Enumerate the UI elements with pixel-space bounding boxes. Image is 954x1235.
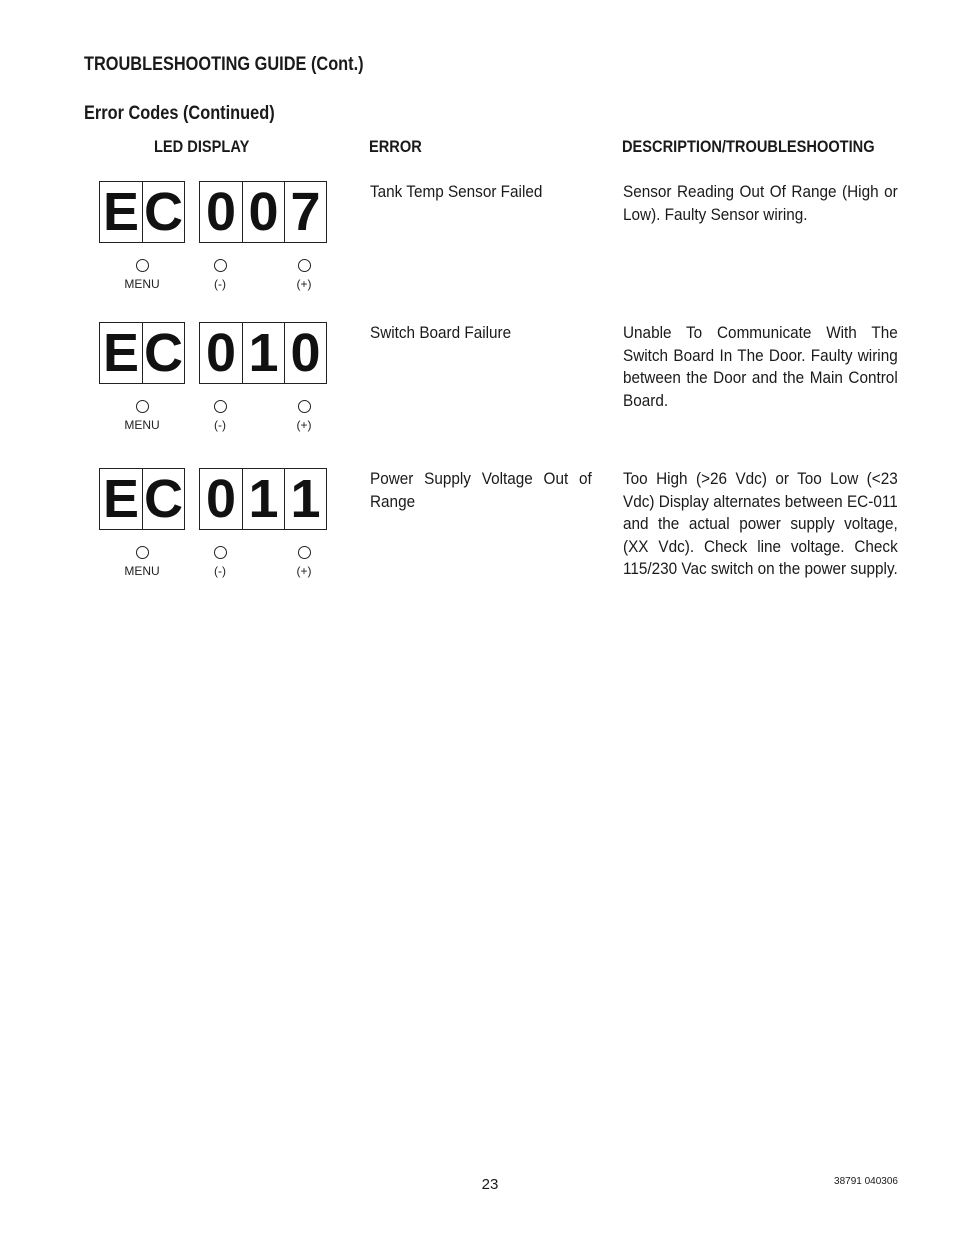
plus-button — [274, 546, 334, 578]
column-header-led-display: LED DISPLAY — [154, 137, 250, 156]
plus-button-label: (+) — [296, 564, 312, 578]
led-digit: 1 — [242, 469, 284, 529]
section-title: TROUBLESHOOTING GUIDE (Cont.) — [84, 54, 364, 75]
error-text: Switch Board Failure — [370, 323, 512, 342]
minus-button-label: (-) — [214, 564, 226, 578]
menu-button-label: MENU — [124, 418, 160, 432]
error-text: Power Supply Voltage Out of Range — [370, 469, 592, 511]
led-digit: C — [144, 323, 183, 383]
minus-button — [190, 400, 250, 432]
led-digit-group-left — [99, 322, 185, 384]
minus-button-label: (-) — [214, 277, 226, 291]
led-digit: 7 — [284, 182, 326, 242]
led-digit: E — [102, 182, 140, 242]
menu-button-label: MENU — [124, 564, 160, 578]
button-circle-icon — [298, 400, 311, 413]
description-text: Too High (>26 Vdc) or Too Low (<23 Vdc) Display alternates between EC-011 and the actual power supply voltage, (XX Vdc). Check line voltage. Check 115/230 Vac switch on the power supply. — [623, 469, 898, 578]
led-digit: E — [102, 469, 140, 529]
led-digit: 0 — [205, 469, 237, 529]
button-circle-icon — [136, 546, 149, 559]
led-digit-group-left — [99, 468, 185, 530]
menu-button — [112, 259, 172, 291]
plus-button — [274, 259, 334, 291]
plus-button-label: (+) — [296, 277, 312, 291]
button-circle-icon — [298, 546, 311, 559]
menu-button — [112, 400, 172, 432]
led-digit: 0 — [242, 182, 284, 242]
minus-button — [190, 546, 250, 578]
page-number: 23 — [481, 1176, 499, 1193]
button-circle-icon — [136, 400, 149, 413]
led-digit: 1 — [242, 323, 284, 383]
menu-button-label: MENU — [124, 277, 160, 291]
led-digit: 0 — [284, 323, 326, 383]
minus-button-label: (-) — [214, 418, 226, 432]
led-digit: 0 — [205, 182, 237, 242]
plus-button — [274, 400, 334, 432]
button-circle-icon — [214, 400, 227, 413]
button-circle-icon — [298, 259, 311, 272]
led-digit: 0 — [205, 323, 237, 383]
button-circle-icon — [214, 546, 227, 559]
column-header-description: DESCRIPTION/TROUBLESHOOTING — [622, 137, 875, 156]
button-circle-icon — [136, 259, 149, 272]
menu-button — [112, 546, 172, 578]
led-digit: C — [144, 182, 183, 242]
subsection-title: Error Codes (Continued) — [84, 103, 275, 124]
led-digit-group-left — [99, 181, 185, 243]
description-text: Sensor Reading Out Of Range (High or Low). Faulty Sensor wiring. — [623, 182, 898, 224]
error-text: Tank Temp Sensor Failed — [370, 182, 543, 201]
button-circle-icon — [214, 259, 227, 272]
description-text: Unable To Communicate With The Switch Board In The Door. Faulty wiring between the Door and the Main Control Board. — [623, 323, 898, 410]
led-digit-group-right — [199, 468, 327, 530]
led-digit: C — [144, 469, 183, 529]
led-digit-group-right — [199, 322, 327, 384]
document-code: 38791 040306 — [834, 1176, 898, 1187]
led-digit-group-right — [199, 181, 327, 243]
led-digit: E — [102, 323, 140, 383]
led-digit: 1 — [284, 469, 326, 529]
minus-button — [190, 259, 250, 291]
plus-button-label: (+) — [296, 418, 312, 432]
column-header-error: ERROR — [369, 137, 422, 156]
